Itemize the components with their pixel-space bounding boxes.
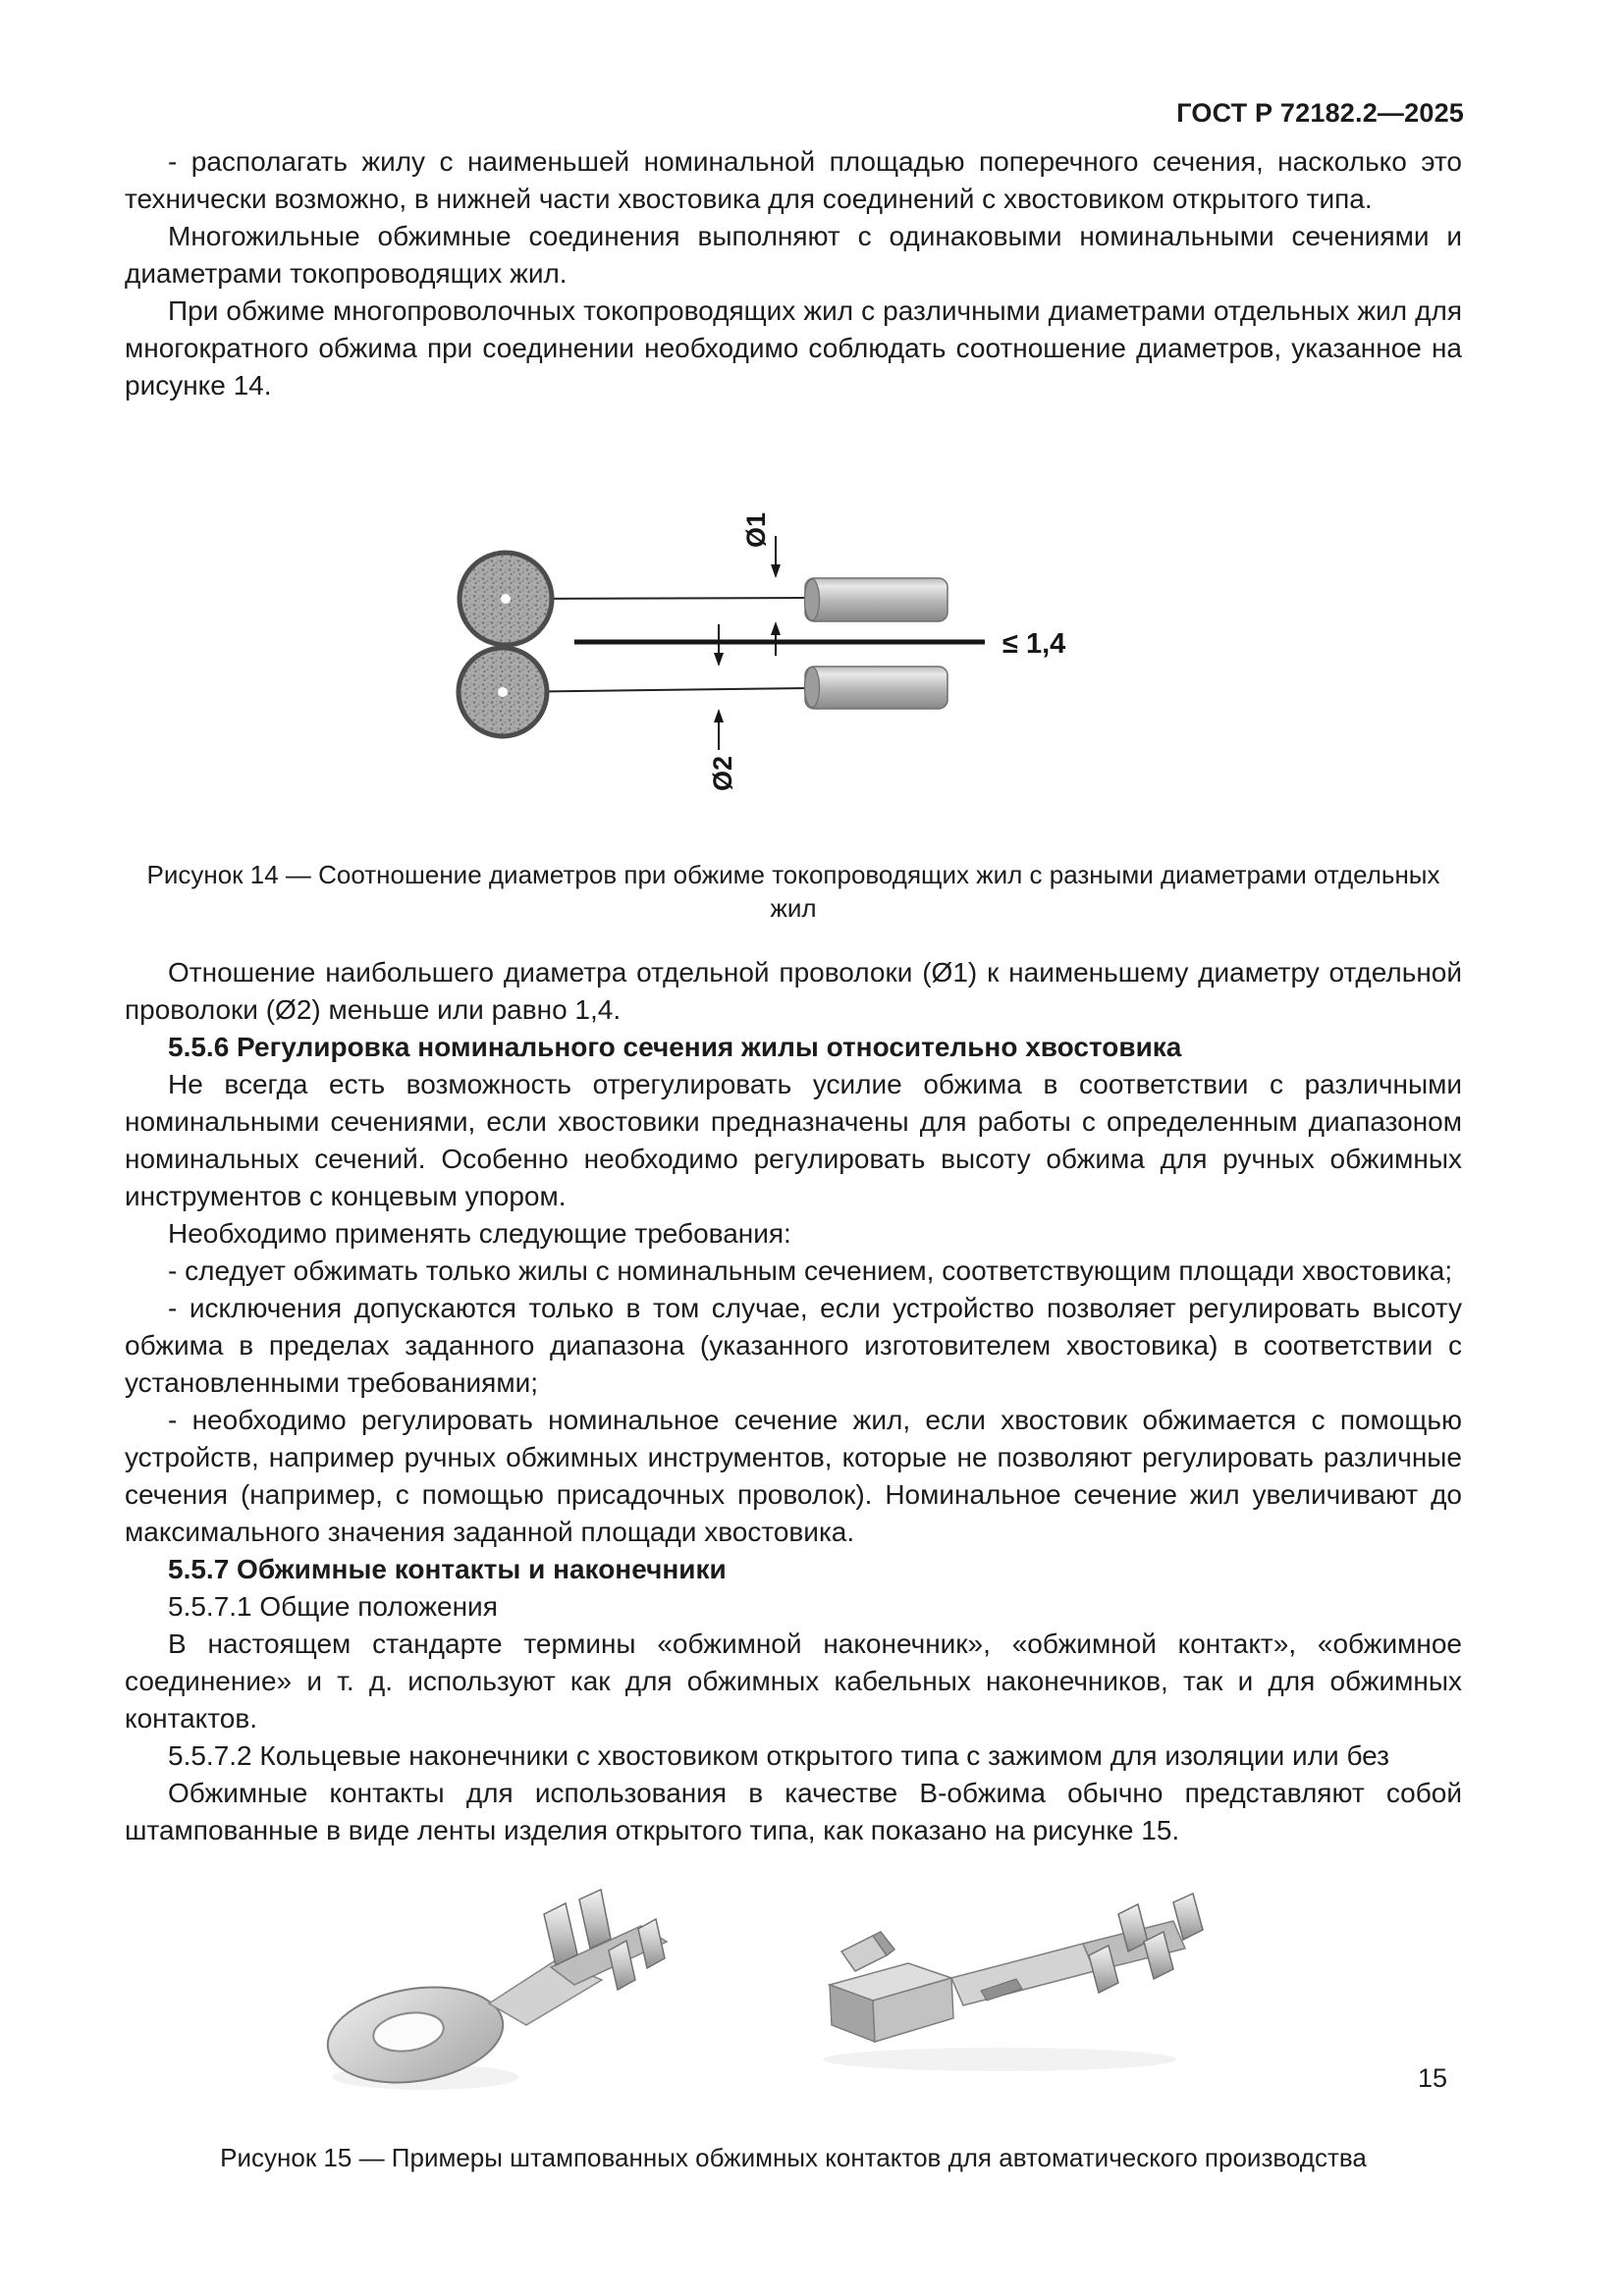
figure-14-caption: Рисунок 14 — Соотношение диаметров при обжиме токопроводящих жил с разными диаметрами отдельных жил bbox=[146, 860, 1440, 923]
paragraph-ratio-statement: Отношение наибольшего диаметра отдельной проволоки (Ø1) к наименьшему диаметру отдельной проволоки (Ø2) меньше или равно 1,4. bbox=[125, 957, 1462, 1025]
heading-5-5-7-1: 5.5.7.1 Общие положения bbox=[168, 1591, 498, 1622]
list-item-requirement-1: - следует обжимать только жилы с номинальным сечением, соответствующим площади хвостовика; bbox=[168, 1255, 1453, 1286]
figure-15-caption: Рисунок 15 — Примеры штампованных обжимных контактов для автоматического производства bbox=[220, 2143, 1367, 2172]
upper-cylinder-cap bbox=[805, 579, 820, 620]
contact-body-strip bbox=[951, 1944, 1095, 2005]
figure-14-diagram bbox=[437, 479, 1124, 808]
figure-15 bbox=[125, 1885, 1462, 2096]
paragraph-not-always: Не всегда есть возможность отрегулировать усилие обжима в соответствии с различными номинальными сечениями, если хвостовики предназначены для работы с определенным диапазоном номинальных сечений. Особенно необходимо регулировать высоту обжима для ручных обжимных инструментов с концевым упором. bbox=[125, 1069, 1462, 1211]
paragraph-requirements-intro: Необходимо применять следующие требования: bbox=[168, 1218, 791, 1249]
upper-cylinder bbox=[805, 578, 947, 621]
diameter-2-label: Ø2 bbox=[708, 755, 737, 791]
lower-cylinder-cap bbox=[805, 667, 820, 708]
upper-strand-center-dot bbox=[501, 594, 511, 604]
paragraph-various-diameters: При обжиме многопроволочных токопроводящих жил с различными диаметрами отдельных жил для многократного обжима при соединении необходимо соблюдать соотношение диаметров, указанное на рисунке 14. bbox=[125, 295, 1462, 400]
wire-wing-far bbox=[638, 1919, 665, 1968]
insulation-wing-near bbox=[544, 1903, 577, 1965]
open-contact-shadow bbox=[823, 2048, 1176, 2071]
page-content bbox=[125, 143, 1462, 2174]
doc-number: ГОСТ Р 72182.2—2025 bbox=[1176, 98, 1464, 128]
insulation-wing-far bbox=[579, 1890, 611, 1949]
paragraph-terms: В настоящем стандарте термины «обжимной наконечник», «обжимной контакт», «обжимное соединение» и т. д. используют как для обжимных кабельных наконечников, так и для обжимных контактов. bbox=[125, 1629, 1462, 1734]
d1-arrow-up bbox=[771, 621, 781, 635]
heading-5-5-6: 5.5.6 Регулировка номинального сечения жилы относительно хвостовика bbox=[168, 1032, 1182, 1062]
paragraph-locate-conductor: - располагать жилу с наименьшей номинальной площадью поперечного сечения, насколько это технически возможно, в нижней части хвостовика для соединений с хвостовиком открытого типа. bbox=[125, 146, 1462, 214]
lower-cylinder bbox=[805, 667, 947, 709]
d2-arrow-down bbox=[714, 653, 724, 667]
diameter-1-label: Ø1 bbox=[741, 511, 771, 548]
d1-arrow-down bbox=[771, 564, 781, 578]
lower-strand-center-dot bbox=[498, 687, 508, 697]
ratio-label: ≤ 1,4 bbox=[1002, 628, 1066, 660]
paragraph-band-contacts: Обжимные контакты для использования в качестве В-обжима обычно представляют собой штампованные в виде ленты изделия открытого типа, как показано на рисунке 15. bbox=[125, 1778, 1462, 1845]
d2-arrow-up bbox=[714, 709, 724, 722]
heading-5-5-7-2: 5.5.7.2 Кольцевые наконечники с хвостовиком открытого типа с зажимом для изоляции или без bbox=[168, 1740, 1389, 1771]
figure-15-open-contact-image bbox=[788, 1893, 1211, 2084]
list-item-requirement-3: - необходимо регулировать номинальное сечение жил, если хвостовик обжимается с помощью устройств, например ручных обжимных инструментов, которые не позволяют регулировать различные сечения (например, с помощью присадочных проволок). Номинальное сечение жил увеличивают до максимального значения заданной площади хвостовика. bbox=[125, 1405, 1462, 1547]
paragraph-multiwire: Многожильные обжимные соединения выполняют с одинаковыми номинальными сечениями и диаметрами токопроводящих жил. bbox=[125, 221, 1462, 289]
list-item-requirement-2: - исключения допускаются только в том случае, если устройство позволяет регулировать высоту обжима в пределах заданного диапазона (указанного изготовителем хвостовика) в соответствии с установленными требованиями; bbox=[125, 1293, 1462, 1398]
heading-5-5-7: 5.5.7 Обжимные контакты и наконечники bbox=[168, 1554, 727, 1584]
figure-15-ring-terminal-image bbox=[317, 1885, 671, 2096]
figure-14 bbox=[437, 479, 1462, 813]
page-number: 15 bbox=[1417, 2063, 1447, 2093]
